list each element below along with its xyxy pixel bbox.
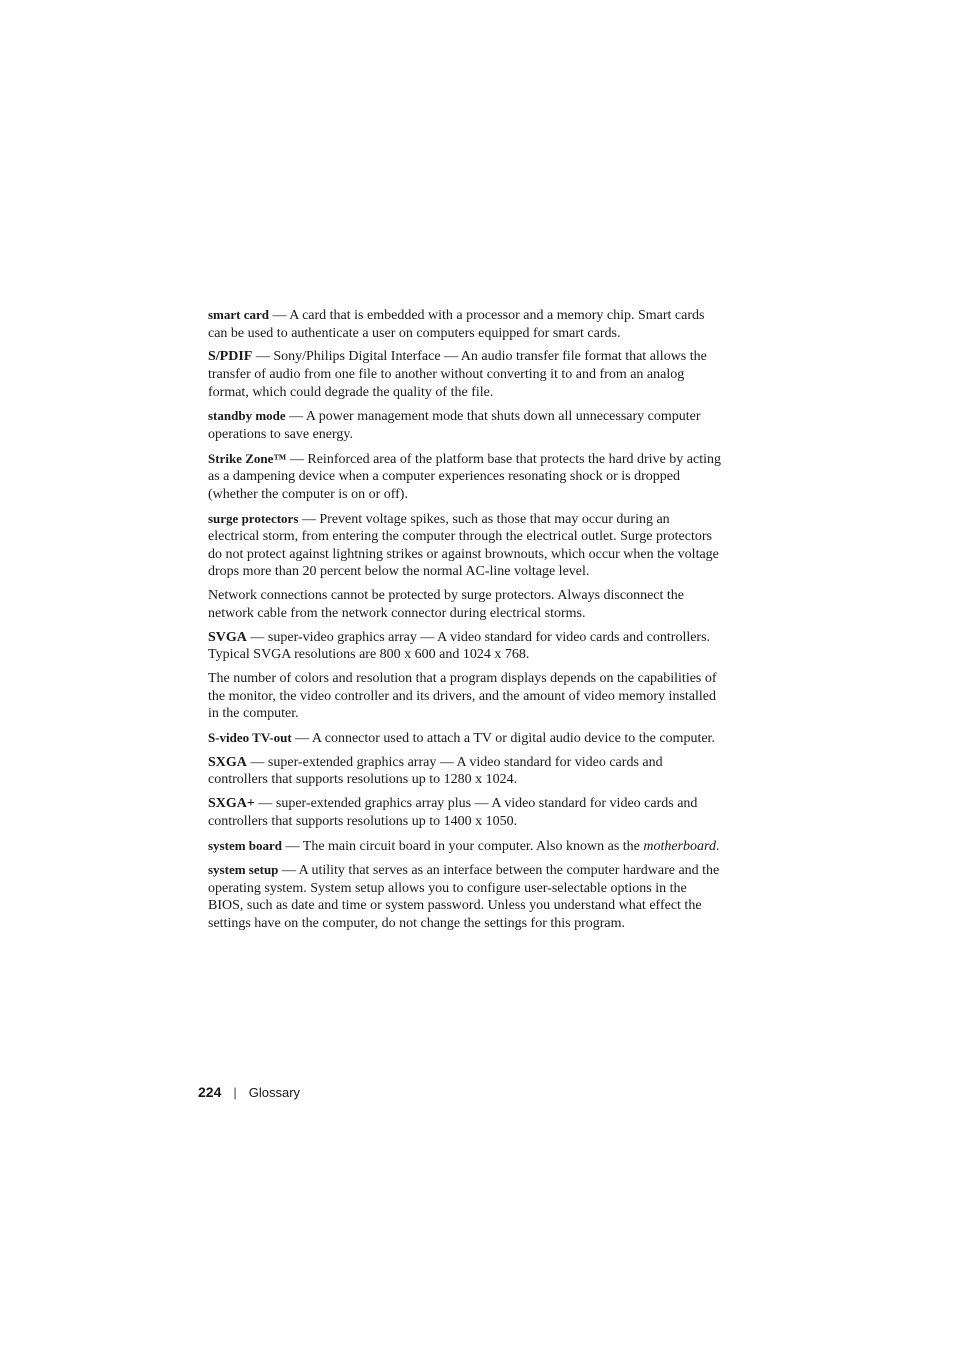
glossary-term: system setup: [208, 862, 279, 878]
glossary-definition: — A card that is embedded with a processor and a memory chip. Smart cards can be used to authenticate a user on computers equipped for smart cards.: [208, 308, 705, 341]
glossary-definition: — super-extended graphics array — A video standard for video cards and controllers that supports resolutions up to 1280 x 1024.: [208, 754, 663, 788]
glossary-entry-s-video-tv-out: [208, 729, 724, 748]
glossary-paragraph-network-connections: Network connections cannot be protected by surge protectors. Always disconnect the network cable from the network connector during electrical storms.: [208, 588, 684, 621]
glossary-entry-spdif: [208, 348, 724, 401]
glossary-entry-standby-mode: [208, 407, 724, 443]
footer-separator: |: [233, 1085, 237, 1100]
glossary-term: SXGA: [208, 754, 247, 770]
page-footer: [198, 1084, 300, 1100]
glossary-term: SXGA+: [208, 796, 255, 812]
glossary-entry-system-board: [208, 837, 724, 856]
glossary-term: S-video TV-out: [208, 729, 292, 745]
glossary-entry-sxga-plus: [208, 795, 724, 830]
glossary-definition: — Reinforced area of the platform base that protects the hard drive by acting as a dampening device when a computer experiences resonating shock or is dropped (whether the computer is on or off).: [208, 451, 721, 502]
glossary-term: smart card: [208, 307, 270, 322]
footer-section-title: Glossary: [248, 1085, 301, 1100]
glossary-term: system board: [208, 837, 283, 853]
glossary-definition-italic: motherboard: [643, 838, 716, 854]
glossary-definition: — super-video graphics array — A video standard for video cards and controllers. Typical SVGA resolutions are 800 x 600 and 1024 x 768.: [208, 629, 711, 663]
glossary-definition: — A connector used to attach a TV or digital audio device to the computer.: [291, 730, 715, 746]
glossary-definition: — The main circuit board in your computer. Also known as the: [282, 838, 644, 854]
glossary-entry-sxga: [208, 754, 724, 789]
glossary-term: SVGA: [208, 629, 247, 645]
glossary-term: surge protectors: [208, 510, 299, 526]
glossary-definition: — A power management mode that shuts down all unnecessary computer operations to save energy.: [208, 409, 701, 442]
glossary-term: S/PDIF: [208, 349, 253, 365]
page-number: 224: [198, 1084, 222, 1100]
glossary-definition: — Sony/Philips Digital Interface — An audio transfer file format that allows the transfer of audio from one file to another without converting it to and from an analog format, which could degrade the quality of the file.: [208, 349, 707, 400]
glossary-entry-system-setup: [208, 861, 724, 932]
glossary-entry-strike-zone: [208, 450, 724, 504]
glossary-definition: — super-extended graphics array plus — A video standard for video cards and controllers that supports resolutions up to 1400 x 1050.: [208, 796, 698, 829]
glossary-entry-smart-card: [208, 306, 724, 342]
glossary-entry-surge-protectors: [208, 510, 724, 581]
glossary-entry-svga: [208, 629, 724, 664]
glossary-content: [208, 306, 724, 939]
glossary-term: standby mode: [208, 408, 286, 424]
glossary-term: Strike Zone™: [208, 450, 287, 466]
glossary-definition: — A utility that serves as an interface between the computer hardware and the operating system. System setup allows you to configure user-selectable options in the BIOS, such as date and time or system password. Unless you understand what effect the settings have on the computer, do not change the settings for this program.: [208, 863, 720, 932]
glossary-definition-tail: .: [715, 838, 720, 854]
glossary-paragraph-colors-resolution: The number of colors and resolution that a program displays depends on the capabilities of the monitor, the video controller and its drivers, and the amount of video memory installed in the computer.: [208, 671, 717, 722]
glossary-definition: — Prevent voltage spikes, such as those that may occur during an electrical storm, from entering the computer through the electrical outlet. Surge protectors do not protect against lightning strikes or against brownouts, which occur when the voltage drops more than 20 percent below the normal AC-line voltage level.: [208, 511, 719, 580]
